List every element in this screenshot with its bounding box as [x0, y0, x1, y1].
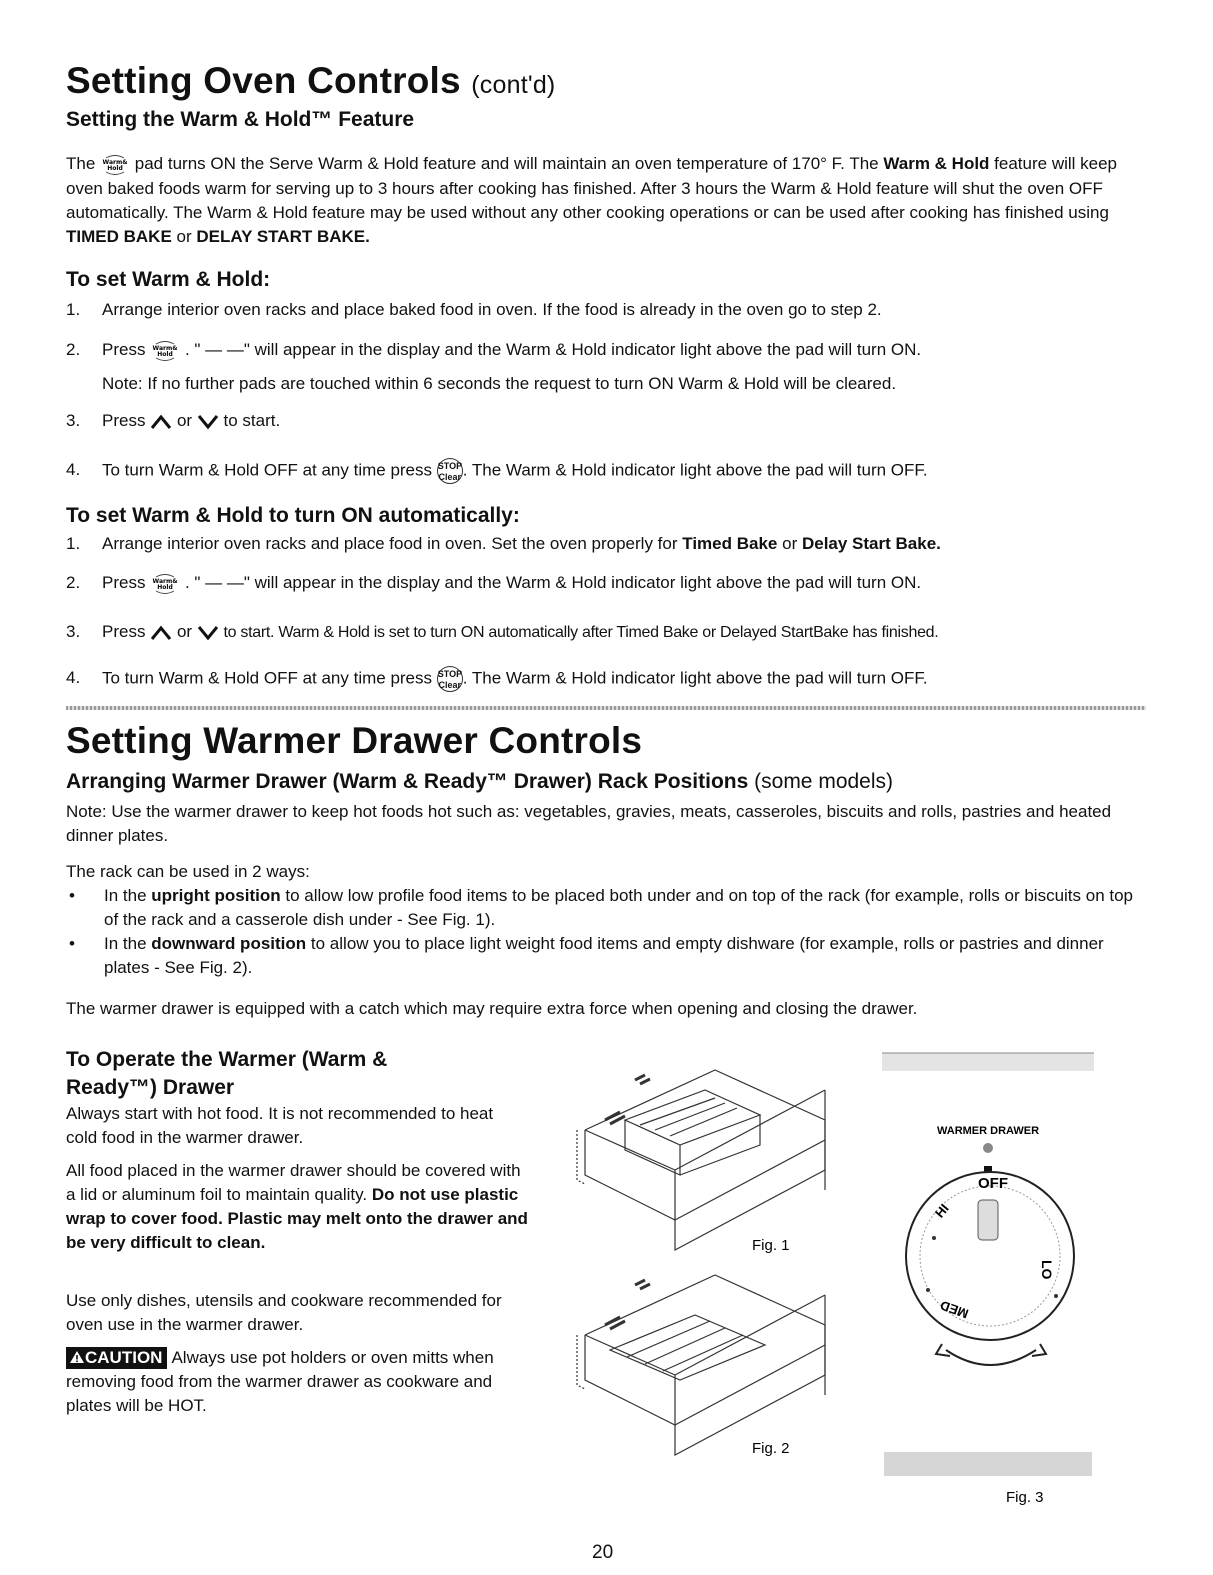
step-text: Press — [102, 573, 146, 592]
step-or: or — [782, 534, 798, 553]
operate-p2-text: All food placed in the warmer drawer should be covered with a lid or aluminum foil to maintain quality. — [66, 1161, 521, 1204]
step-bold-timed-bake: Timed Bake — [682, 534, 778, 553]
knob-med-label: MED — [938, 1297, 971, 1322]
bullet-text-a: In the — [104, 934, 147, 953]
fig3-label: Fig. 3 — [1006, 1489, 1044, 1506]
s1-step-1 — [66, 298, 882, 322]
bullet-text-b: to allow you to place light weight food items and empty dishware (for example, rolls or pastries and dinner plates - See Fig. 2). — [104, 934, 1104, 977]
step-number: 2. — [66, 340, 81, 359]
intro-text-b: pad turns ON the Serve Warm & Hold feature and will maintain an oven temperature of 170° F. The — [134, 154, 879, 173]
section-divider — [66, 706, 1146, 710]
drawer-fig2-illustration — [577, 1275, 825, 1455]
step-text: Press — [102, 411, 146, 430]
clear-label: Clear — [438, 680, 461, 690]
warmer-title: Setting Warmer Drawer Controls — [66, 720, 643, 761]
step-number: 3. — [66, 411, 81, 430]
stop-label: STOP — [437, 669, 463, 679]
step-number: 1. — [66, 534, 81, 553]
knob-off-label: OFF — [978, 1175, 1008, 1192]
drawer-fig1-illustration — [577, 1070, 825, 1250]
section-heading-set-warm-hold: To set Warm & Hold: — [66, 268, 271, 291]
step-text-b: . The Warm & Hold indicator light above the pad will turn OFF. — [462, 668, 928, 688]
warmer-subtitle-bold: Arranging Warmer Drawer (Warm & Ready™ Drawer) Rack Positions — [66, 770, 749, 793]
s2-step-2 — [66, 571, 921, 596]
operate-heading-line1: To Operate the Warmer (Warm & — [66, 1048, 388, 1071]
down-arrow-icon — [197, 414, 219, 430]
bullet-bold: upright position — [151, 886, 281, 905]
svg-text:Warm&: Warm& — [102, 158, 128, 166]
panel-top-strip — [882, 1053, 1094, 1071]
stop-clear-pad-icon — [437, 458, 463, 484]
step-text-b: to start. Warm & Hold is set to turn ON automatically after Timed Bake or Delayed StartBake has finished. — [223, 624, 939, 641]
step-number: 4. — [66, 668, 81, 688]
operate-p1: Always start with hot food. It is not recommended to heat cold food in the warmer drawer. — [66, 1104, 494, 1147]
knob-hi-label: HI — [931, 1200, 952, 1221]
caution-text: Always use pot holders or oven mitts when removing food from the warmer drawer as cookware and plates will be HOT. — [66, 1348, 494, 1415]
caution-badge — [66, 1347, 167, 1369]
fig2-label: Fig. 2 — [752, 1440, 790, 1457]
operate-heading-line2: Ready™) Drawer — [66, 1076, 235, 1099]
stop-clear-pad-icon — [437, 666, 463, 692]
intro-bold-timed-bake: TIMED BAKE — [66, 226, 172, 246]
bullet-text-b: to allow low profile food items to be placed both under and on top of the rack (for example, rolls or biscuits on top of the rack and a casserole dish under - See Fig. 1). — [104, 886, 1134, 929]
intro-text-a: The — [66, 154, 96, 173]
svg-text:Hold: Hold — [107, 164, 123, 172]
step-number: 3. — [66, 622, 81, 641]
warmer-note: Note: Use the warmer drawer to keep hot foods hot such as: vegetables, gravies, meats, casseroles, biscuits and rolls, pastries and heated dinner plates. — [66, 802, 1112, 845]
operate-heading — [66, 1046, 526, 1102]
s1-step-3 — [66, 409, 280, 433]
step-text: Press — [102, 622, 146, 641]
page-title-text: Setting Oven Controls — [66, 60, 461, 101]
knob-title: WARMER DRAWER — [936, 1125, 1040, 1137]
rack-positions-list — [66, 884, 1148, 980]
step-text-b: . " — —" will appear in the display and the Warm & Hold indicator light above the pad will turn ON. — [184, 573, 922, 592]
operate-p2 — [66, 1159, 528, 1255]
intro-bold-delay-start: DELAY START BAKE. — [196, 226, 370, 246]
bullet-bold: downward position — [151, 934, 307, 953]
up-arrow-icon — [150, 414, 172, 430]
intro-paragraph — [66, 152, 1148, 249]
intro-bold: Warm & Hold — [883, 154, 990, 173]
fig1-label: Fig. 1 — [752, 1237, 790, 1254]
svg-text:Warm&: Warm& — [152, 344, 178, 352]
clear-label: Clear — [438, 472, 461, 482]
step-text: Press — [102, 340, 146, 359]
step-or: or — [176, 411, 193, 430]
step-text-b: to start. — [223, 411, 281, 430]
rotation-arrows-icon — [936, 1344, 1046, 1365]
caution-paragraph — [66, 1346, 528, 1418]
warmer-subtitle-models: (some models) — [754, 770, 894, 793]
page-number: 20 — [592, 1542, 614, 1563]
step-text-b: . The Warm & Hold indicator light above the pad will turn OFF. — [462, 460, 928, 480]
warmer-knob-figure — [878, 1050, 1098, 1510]
rack-intro: The rack can be used in 2 ways: — [66, 862, 310, 881]
step-bold-delay-start: Delay Start Bake. — [801, 534, 941, 553]
svg-text:Hold: Hold — [157, 350, 173, 358]
step-number: 4. — [66, 460, 81, 480]
caution-label: CAUTION — [85, 1348, 163, 1367]
list-item — [66, 884, 1148, 932]
s1-step-4 — [66, 458, 928, 484]
catch-paragraph: The warmer drawer is equipped with a catch which may require extra force when opening and closing the drawer. — [66, 999, 918, 1018]
step-text: Arrange interior oven racks and place food in oven. Set the oven properly for — [102, 534, 678, 553]
indicator-light-icon — [983, 1143, 993, 1153]
bullet-text-a: In the — [104, 886, 147, 905]
s2-step-4 — [66, 666, 928, 692]
drawer-figures — [565, 1060, 845, 1460]
section-heading-auto: To set Warm & Hold to turn ON automatically: — [66, 504, 520, 527]
panel-bottom-strip — [884, 1452, 1092, 1476]
warmer-subtitle — [66, 770, 893, 794]
page-subtitle: Setting the Warm & Hold™ Feature — [66, 108, 415, 131]
svg-text:Hold: Hold — [157, 583, 173, 591]
s2-step-3 — [66, 620, 938, 645]
knob-grip — [978, 1200, 998, 1240]
operate-p2-bold: Do not use plastic wrap to cover food. Plastic may melt onto the drawer and be very difficult to clean. — [66, 1185, 528, 1252]
s1-note: Note: If no further pads are touched within 6 seconds the request to turn ON Warm & Hold will be cleared. — [102, 374, 897, 393]
warm-hold-pad-icon — [150, 339, 180, 363]
stop-label: STOP — [437, 461, 463, 471]
knob-dial — [906, 1172, 1074, 1340]
intro-text-c: feature will keep oven baked foods warm for serving up to 3 hours after cooking has finished. After 3 hours the Warm & Hold feature will shut the oven OFF automatically. The Warm & Hold feature may be used without any other cooking operations or can be used after cooking has finished using — [66, 154, 1118, 222]
intro-or: or — [176, 226, 192, 246]
step-text: To turn Warm & Hold OFF at any time press — [102, 460, 433, 480]
page-title-suffix: (cont'd) — [471, 71, 556, 99]
s2-step-1 — [66, 532, 941, 556]
operate-p3: Use only dishes, utensils and cookware recommended for oven use in the warmer drawer. — [66, 1291, 502, 1334]
step-text: Arrange interior oven racks and place baked food in oven. If the food is already in the oven go to step 2. — [102, 300, 882, 319]
step-number: 2. — [66, 573, 81, 592]
step-or: or — [176, 622, 193, 641]
list-item — [66, 932, 1148, 980]
knob-lo-label: LO — [1039, 1260, 1055, 1280]
up-arrow-icon — [150, 625, 172, 641]
warm-hold-pad-icon — [150, 572, 180, 596]
page-title — [66, 60, 555, 102]
step-text: To turn Warm & Hold OFF at any time press — [102, 668, 433, 688]
step-number: 1. — [66, 300, 81, 319]
svg-text:Warm&: Warm& — [152, 577, 178, 585]
step-text-b: . " — —" will appear in the display and the Warm & Hold indicator light above the pad will turn ON. — [184, 340, 922, 359]
warm-hold-pad-icon — [100, 153, 130, 177]
s1-step-2 — [66, 338, 921, 363]
warning-triangle-icon — [69, 1350, 85, 1364]
down-arrow-icon — [197, 625, 219, 641]
